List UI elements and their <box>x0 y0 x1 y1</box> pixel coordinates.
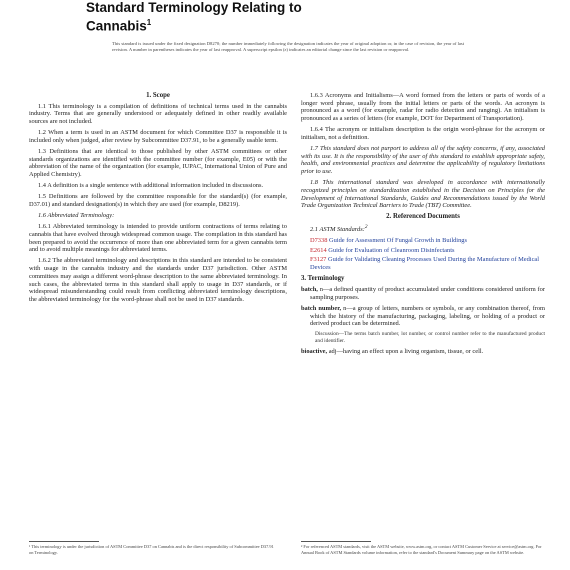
para-1-6-4: 1.6.4 The acronym or initialism description is the origin word-phrase for the acronym or initialism, not a definition. <box>301 126 545 141</box>
reference-item[interactable] <box>310 256 545 271</box>
title-line-2 <box>86 15 416 34</box>
astm-standards-footnote-mark: 2 <box>364 224 368 231</box>
reference-item[interactable] <box>310 247 545 255</box>
left-column <box>29 92 287 307</box>
term-batch <box>301 286 545 301</box>
title-word: Cannabis <box>86 18 147 34</box>
left-footnote-rule <box>29 541 99 542</box>
para-1-5: 1.5 Definitions are followed by the committee responsible for the standard(s) (for example, D37.01) and standard designation(s) in which they are used (for example, D8219). <box>29 193 287 208</box>
para-1-6-2: 1.6.2 The abbreviated terminology and descriptions in this standard are intended to be consistent with usage in the cannabis industry and the standards under D37 jurisdiction. Other ASTM committees may assign a different word-phrase description to the same abbreviated terminology. In such cases, the abbreviated terms in this standard shall apply to usage in D37 standards, or if widespread misunderstanding could result from conflicting abbreviated terminology descriptions, the abbreviated terminology for the word-phrase shall not be used in D37 standards. <box>29 257 287 303</box>
right-footnote: ² For referenced ASTM standards, visit the ASTM website, www.astm.org, or contact ASTM Customer Service at service@astm.org. For Annual Book of ASTM Standards volume information, refer to the standard's Document Summary page on the ASTM website. <box>301 544 542 555</box>
term-bioactive <box>301 348 545 356</box>
reference-title[interactable]: Guide for Validating Cleaning Processes Used During the Manufacture of Medical Devices <box>310 255 540 271</box>
left-footnote: ¹ This terminology is under the jurisdiction of ASTM Committee D37 on Cannabis and is the direct responsibility of Subcommittee D37.91 on Terminology. <box>29 544 274 555</box>
reference-item[interactable] <box>310 237 545 245</box>
term-batch-definition: n—a defined quantity of product accumulated under conditions considered uniform for sampling purposes. <box>310 286 545 301</box>
term-batch-number-word: batch number, <box>301 304 342 312</box>
reference-title[interactable]: Guide for Assessment Of Fungal Growth in Buildings <box>329 237 467 245</box>
astm-standards-text: 2.1 ASTM Standards: <box>310 226 365 234</box>
term-batch-number-discussion: Discussion—The terms batch number, lot number, or control number refer to the manufactured product and identifier. <box>315 331 545 344</box>
right-footnote-rule <box>301 541 371 542</box>
para-1-7: 1.7 This standard does not purport to address all of the safety concerns, if any, associated with its use. It is the responsibility of the user of this standard to establish appropriate safety, health, and environmental practices and determine the applicability of regulatory limitations prior to use. <box>301 145 545 176</box>
title-line-1: Standard Terminology Relating to <box>86 0 302 15</box>
terminology-heading: 3. Terminology <box>301 275 345 283</box>
scope-heading: 1. Scope <box>146 92 170 99</box>
para-1-3: 1.3 Definitions that are identical to those published by other ASTM committees or other standards organizations are identified with the committee number (for example, E05) or with the abbreviation of the name of the organization (for example, IUPAC, International Union of Pure and Applied Chemistry). <box>29 148 287 179</box>
reference-code[interactable]: E2614 <box>310 246 327 254</box>
term-bioactive-word: bioactive, <box>301 347 328 355</box>
reference-code[interactable]: D7338 <box>310 237 328 245</box>
reference-title[interactable]: Guide for Evaluation of Cleanroom Disinfectants <box>328 246 455 254</box>
term-batch-number <box>301 305 545 328</box>
right-column <box>301 92 545 359</box>
reference-code[interactable]: F3127 <box>310 255 327 263</box>
document-title <box>86 0 416 34</box>
title-footnote-mark: 1 <box>146 18 152 27</box>
para-1-8: 1.8 This international standard was developed in accordance with internationally recognized principles on standardization established in the Decision on Principles for the Development of International Standards, Guides and Recommendations issued by the World Trade Organization Technical Barriers to Trade (TBT) Committee. <box>301 179 545 210</box>
referenced-documents-heading: 2. Referenced Documents <box>386 213 460 221</box>
designation-note: This standard is issued under the fixed designation D8270; the number immediately following the designation indicates the year of original adoption or, in the case of revision, the year of last revision. A number in parentheses indicates the year of last reapproval. A superscript epsilon (ε) indicates an editorial change since the last revision or reapproval. <box>112 41 464 52</box>
astm-standards-label <box>301 224 545 234</box>
para-1-1: 1.1 This terminology is a compilation of definitions of technical terms used in the cannabis industry. Terms that are generally understood or adequately defined in other readily available sources are not included. <box>29 102 287 126</box>
para-1-4: 1.4 A definition is a single sentence with additional information included in discussions. <box>38 182 264 190</box>
para-1-6: 1.6 Abbreviated Terminology: <box>38 212 115 220</box>
term-batch-number-definition: n—a group of letters, numbers or symbols, or any combination thereof, from which the history of the manufacturing, packaging, labeling, or holding of a product or derived product can be determined. <box>310 304 545 328</box>
para-1-6-1: 1.6.1 Abbreviated terminology is intended to provide uniform contractions of terms relating to cannabis that have evolved through widespread common usage. The compilation in this standard has been prepared to avoid the occurrence of more than one abbreviated term for a given cannabis term and to avoid multiple meanings for abbreviated terms. <box>29 223 287 254</box>
term-batch-word: batch, <box>301 286 318 294</box>
para-1-6-3: 1.6.3 Acronyms and Initialisms—A word formed from the letters or parts of words of a longer word phrase, usually from the initial letters or parts of the words. An acronym is pronounced as a word (for example, radar for radio detection and ranging). An initialism is pronounced as a series of letters (for example, DOT for Department of Transportation). <box>301 92 545 123</box>
term-bioactive-definition: adj—having an effect upon a living organism, tissue, or cell. <box>328 347 484 355</box>
para-1-2: 1.2 When a term is used in an ASTM document for which Committee D37 is responsible it is included only when judged, after review by Subcommittee D37.91, to be a generally usable term. <box>29 129 287 144</box>
